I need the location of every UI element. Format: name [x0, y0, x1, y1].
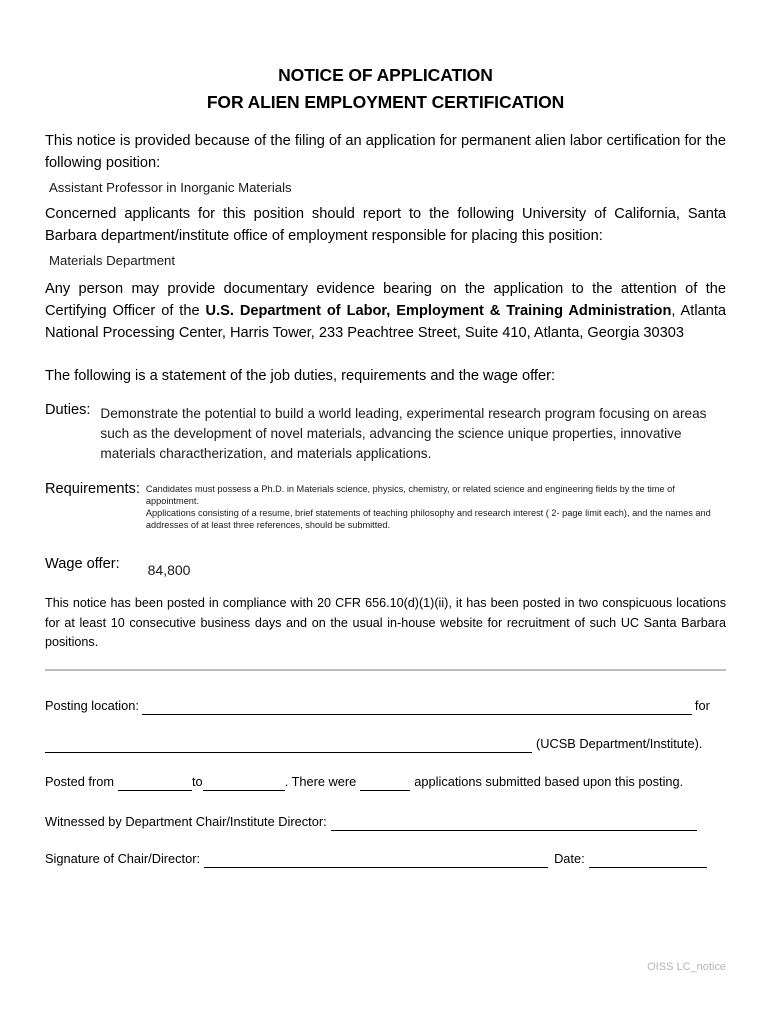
intro-paragraph: This notice is provided because of the filing of an application for permanent alien labor certification for the following position: [45, 133, 726, 171]
dol-name: U.S. Department of Labor, Employment & Training Administration [205, 303, 672, 319]
signature-input[interactable] [204, 853, 548, 868]
concerned-paragraph: Concerned applicants for this position should report to the following University of California, Santa Barbara department/institute office of employment responsible for placing this position: [45, 206, 726, 244]
wage-field[interactable]: 84,800 [147, 562, 191, 578]
date-input[interactable] [589, 853, 707, 868]
evidence-text-before: Any person may provide documentary evidence bearing on the application to the attention of the Certifying Officer of the [45, 281, 726, 319]
requirements-field[interactable] [146, 483, 726, 531]
posted-from-label: Posted from [45, 773, 114, 789]
wage-label: Wage offer: [45, 556, 120, 572]
to-label: to [192, 773, 203, 789]
evidence-paragraph [45, 278, 726, 344]
posted-to-input[interactable] [203, 776, 285, 791]
witnessed-row [45, 813, 726, 831]
statement-paragraph: The following is a statement of the job duties, requirements and the wage offer: [45, 368, 555, 384]
footer-label: OISS LC_notice [647, 961, 726, 973]
department-field[interactable]: Materials Department [49, 253, 176, 268]
notice-document [45, 62, 726, 868]
department-institute-input[interactable] [45, 738, 532, 753]
wage-section [45, 553, 726, 580]
requirements-line-1: Candidates must possess a Ph.D. in Materials science, physics, chemistry, or related science and engineering fields by the time of appointment. [145, 484, 675, 506]
posting-location-row [45, 697, 726, 715]
title-line-2: FOR ALIEN EMPLOYMENT CERTIFICATION [206, 92, 565, 112]
department-institute-row [45, 735, 726, 753]
position-field[interactable]: Assistant Professor in Inorganic Materials [49, 180, 292, 195]
requirements-section [45, 478, 726, 531]
witnessed-label: Witnessed by Department Chair/Institute Director: [45, 813, 327, 829]
posting-location-label: Posting location: [45, 697, 139, 713]
requirements-label: Requirements: [45, 481, 140, 497]
section-divider [45, 669, 726, 671]
applications-label: applications submitted based upon this posting. [414, 773, 684, 789]
duties-section [45, 399, 726, 464]
posting-location-input[interactable] [142, 700, 692, 715]
title-line-1: NOTICE OF APPLICATION [278, 65, 493, 85]
posted-dates-row [45, 773, 726, 791]
for-label: for [694, 697, 710, 713]
signature-label: Signature of Chair/Director: [45, 850, 201, 866]
requirements-line-2: Applications consisting of a resume, brief statements of teaching philosophy and research interest ( 2- page limit each), and the names and addresses of at least three references, should be submitted. [145, 508, 711, 530]
applications-count-input[interactable] [360, 776, 410, 791]
evidence-text-after: , Atlanta National Processing Center, Harris Tower, 233 Peachtree Street, Suite 410, Atlanta, Georgia 30303 [45, 303, 726, 341]
witnessed-input[interactable] [331, 816, 697, 831]
signature-row [45, 850, 726, 868]
posted-from-input[interactable] [118, 776, 192, 791]
department-institute-label: (UCSB Department/Institute). [536, 735, 703, 751]
duties-label: Duties: [45, 402, 91, 418]
compliance-paragraph: This notice has been posted in compliance with 20 CFR 656.10(d)(1)(ii), it has been posted in two conspicuous locations for at least 10 consecutive business days and on the usual in-house website for recruitment of such UC Santa Barbara positions. [45, 596, 726, 649]
document-title [45, 62, 726, 116]
duties-field[interactable]: Demonstrate the potential to build a world leading, experimental research program focusing on areas such as the development of novel materials, advancing the science unique properties, innovative materials charactherization, and materials applications. [100, 406, 707, 461]
date-label: Date: [554, 850, 585, 866]
there-were-label: . There were [284, 773, 357, 789]
